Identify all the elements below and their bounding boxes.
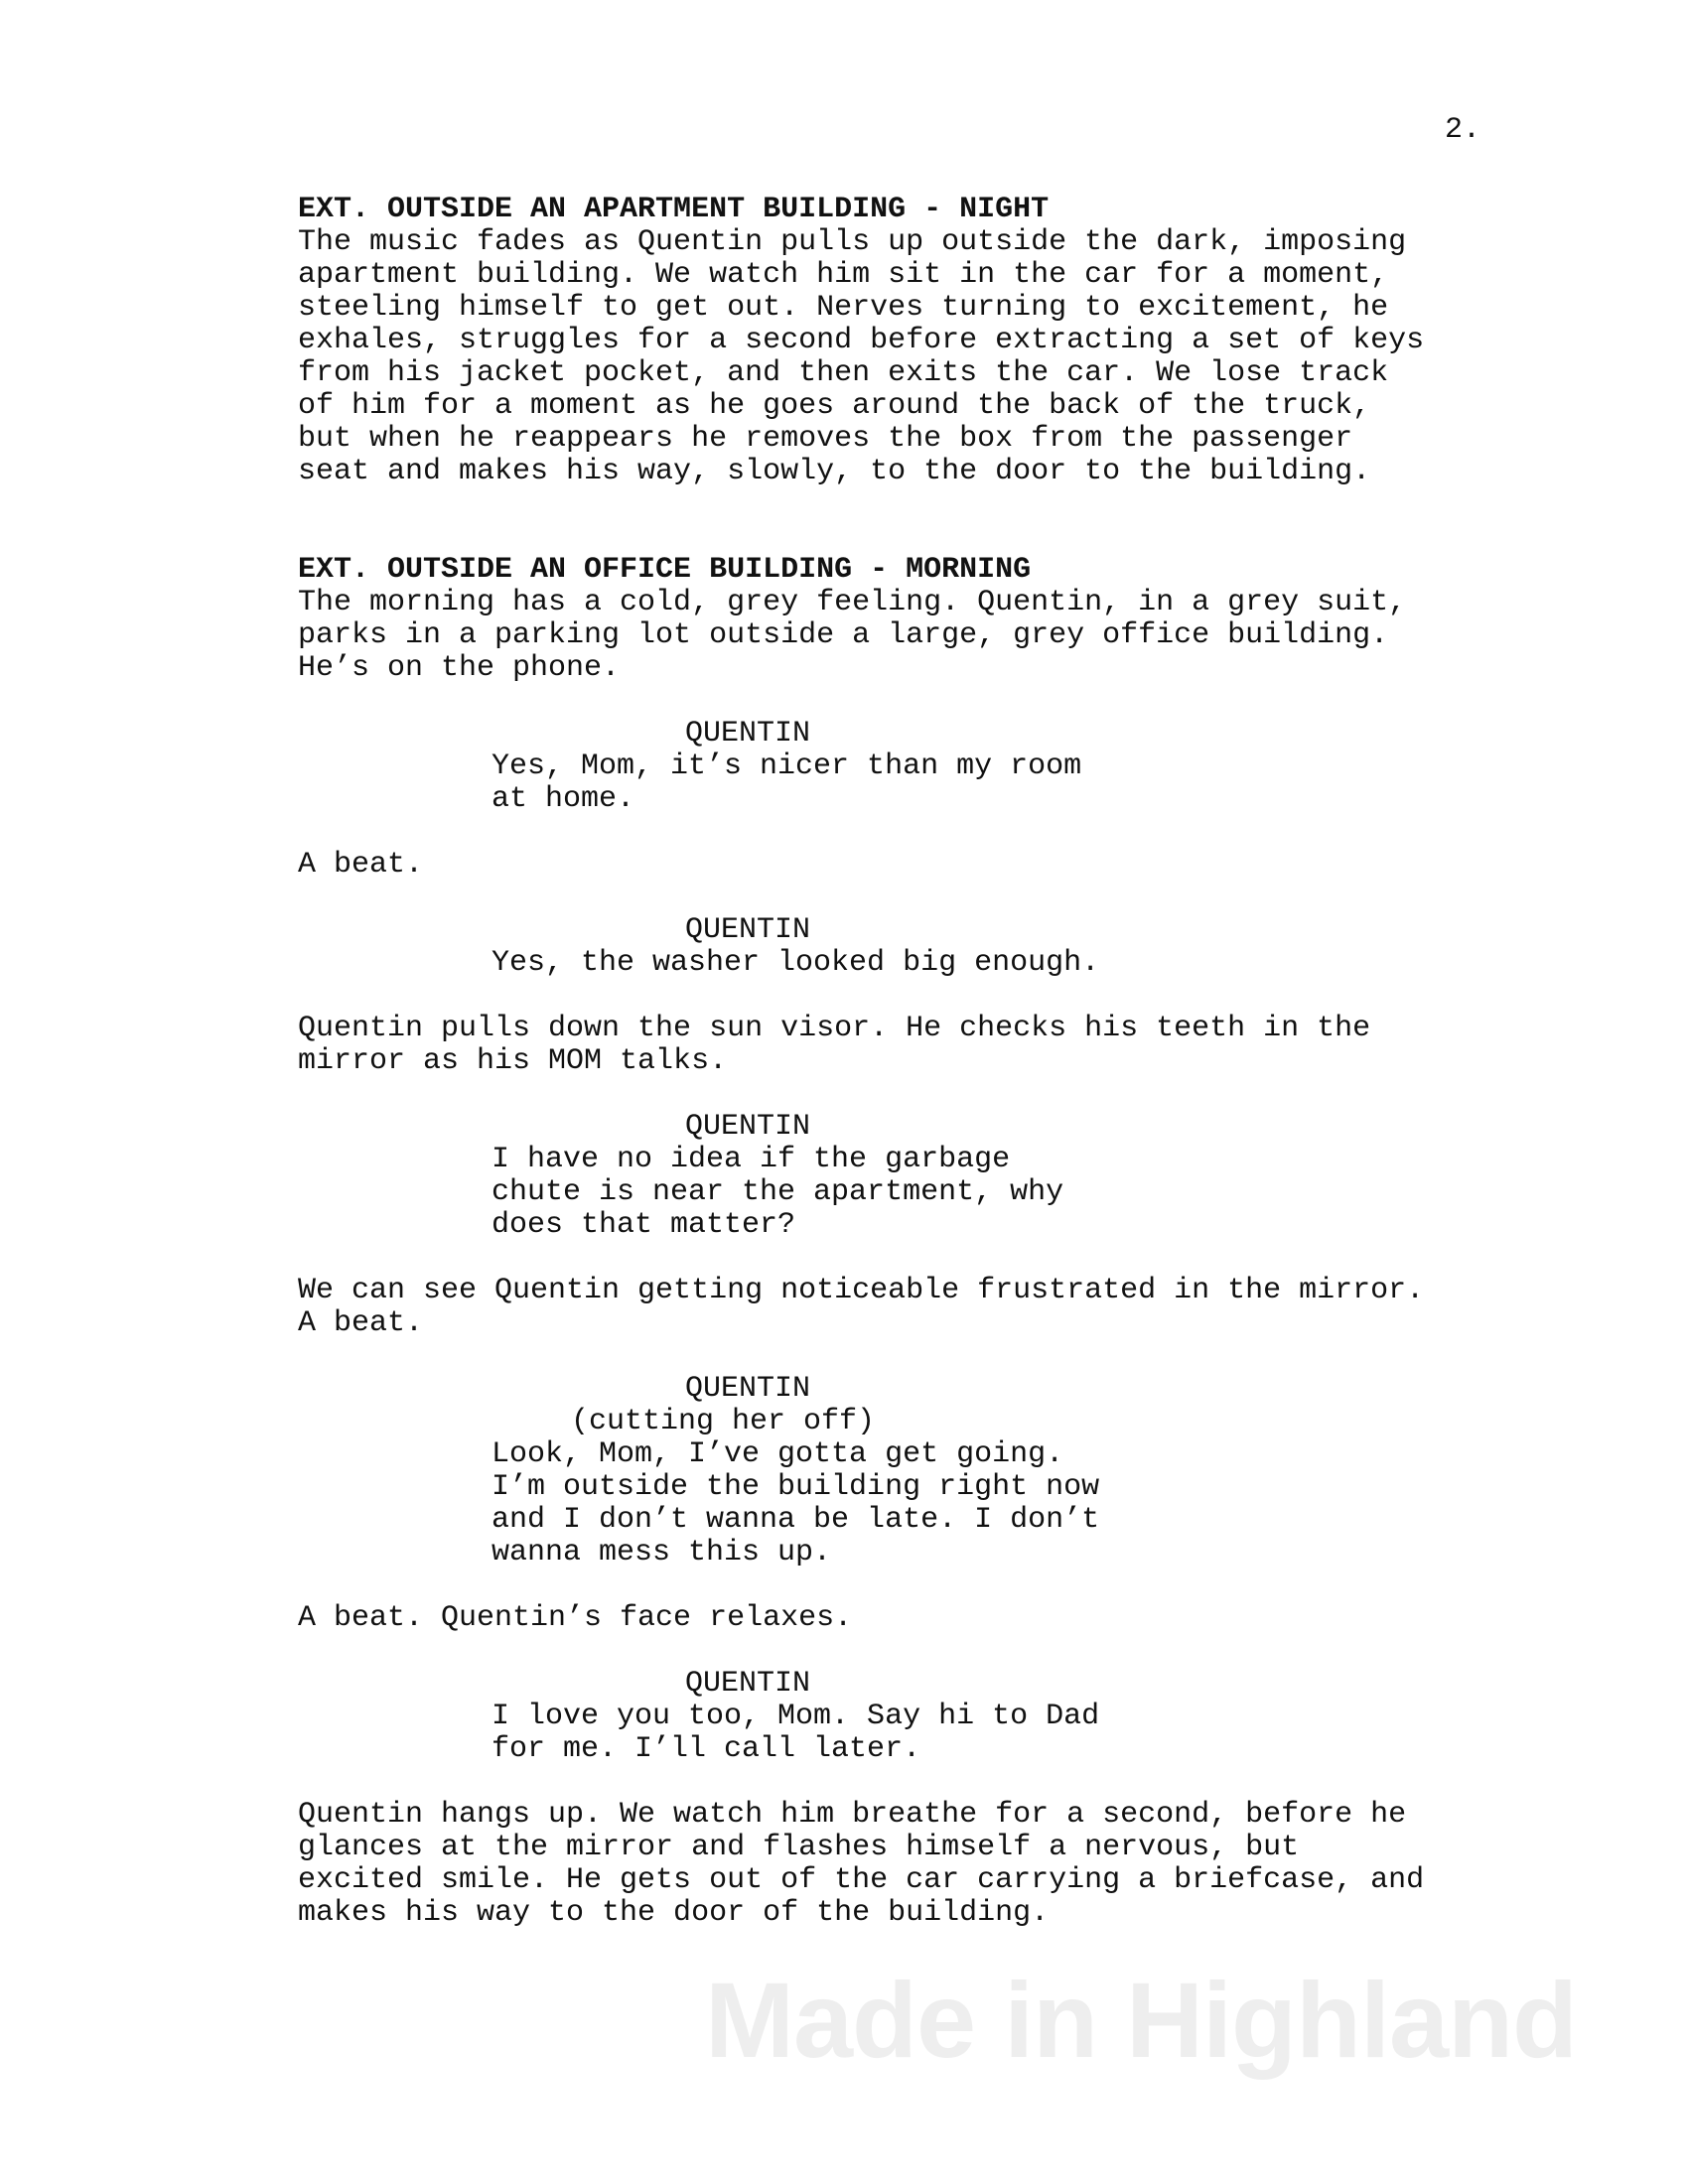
action-line: seat and makes his way, slowly, to the door to the building.: [298, 455, 1371, 488]
action-line: parks in a parking lot outside a large, grey office building.: [298, 618, 1389, 652]
dialogue-line: Yes, Mom, it’s nicer than my room: [492, 750, 1082, 783]
action-line: The music fades as Quentin pulls up outside the dark, imposing: [298, 225, 1407, 259]
dialogue-line: chute is near the apartment, why: [492, 1175, 1064, 1209]
character-name: QUENTIN: [685, 717, 811, 751]
dialogue-line: for me. I’ll call later.: [492, 1732, 921, 1766]
dialogue-line: Yes, the washer looked big enough.: [492, 946, 1100, 980]
action-line: He’s on the phone.: [298, 651, 621, 685]
dialogue-line: wanna mess this up.: [492, 1536, 832, 1570]
action-line: A beat. Quentin’s face relaxes.: [298, 1601, 853, 1635]
action-line: exhales, struggles for a second before extracting a set of keys: [298, 324, 1425, 357]
dialogue-line: I love you too, Mom. Say hi to Dad: [492, 1700, 1100, 1733]
character-name: QUENTIN: [685, 913, 811, 947]
action-line: excited smile. He gets out of the car carrying a briefcase, and: [298, 1863, 1425, 1897]
dialogue-line: does that matter?: [492, 1208, 796, 1242]
action-line: mirror as his MOM talks.: [298, 1044, 728, 1078]
action-line: The morning has a cold, grey feeling. Quentin, in a grey suit,: [298, 586, 1407, 619]
action-line: but when he reappears he removes the box from the passenger: [298, 422, 1353, 456]
character-name: QUENTIN: [685, 1110, 811, 1144]
action-line: apartment building. We watch him sit in the car for a moment,: [298, 258, 1389, 292]
parenthetical: (cutting her off): [571, 1405, 876, 1438]
page-number: 2.: [1445, 113, 1481, 147]
dialogue-line: I have no idea if the garbage: [492, 1143, 1011, 1176]
dialogue-line: Look, Mom, I’ve gotta get going.: [492, 1437, 1064, 1471]
action-line: Quentin hangs up. We watch him breathe for a second, before he: [298, 1798, 1407, 1832]
action-line: steeling himself to get out. Nerves turning to excitement, he: [298, 291, 1389, 325]
scene-heading-2: EXT. OUTSIDE AN OFFICE BUILDING - MORNING: [298, 553, 1032, 587]
action-line: from his jacket pocket, and then exits the car. We lose track: [298, 356, 1389, 390]
action-line: glances at the mirror and flashes himself a nervous, but: [298, 1831, 1300, 1864]
dialogue-line: at home.: [492, 782, 635, 816]
action-line: Quentin pulls down the sun visor. He checks his teeth in the: [298, 1012, 1371, 1045]
watermark: Made in Highland: [705, 1960, 1578, 2080]
character-name: QUENTIN: [685, 1667, 811, 1701]
action-line: A beat.: [298, 848, 424, 882]
action-line: A beat.: [298, 1306, 424, 1340]
character-name: QUENTIN: [685, 1372, 811, 1406]
dialogue-line: and I don’t wanna be late. I don’t: [492, 1503, 1100, 1537]
action-line: We can see Quentin getting noticeable frustrated in the mirror.: [298, 1274, 1425, 1307]
scene-heading-1: EXT. OUTSIDE AN APARTMENT BUILDING - NIGHT: [298, 193, 1050, 226]
action-line: makes his way to the door of the building.: [298, 1896, 1050, 1930]
action-line: of him for a moment as he goes around the back of the truck,: [298, 389, 1371, 423]
dialogue-line: I’m outside the building right now: [492, 1470, 1100, 1504]
